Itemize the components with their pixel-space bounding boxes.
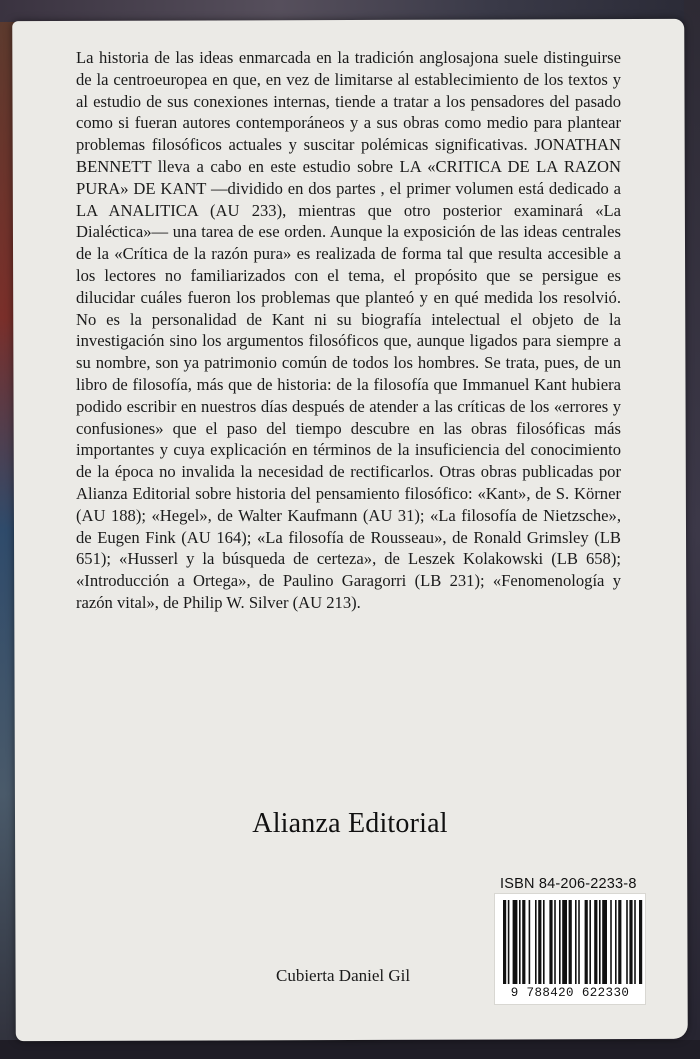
barcode-bars-icon (495, 894, 645, 986)
barcode (494, 893, 646, 1005)
isbn-label: ISBN 84-206-2233-8 (500, 876, 637, 892)
publisher-name: Alianza Editorial (252, 808, 448, 839)
cover-design-credit: Cubierta Daniel Gil (276, 966, 411, 985)
background-bottom-strip (0, 1040, 700, 1059)
back-cover-blurb: La historia de las ideas enmarcada en la tradición anglosajona suele distinguirse de la centroeuropea en que, en vez de limitarse al establecimiento de los textos y al estudio de sus conexiones internas, tiende a tratar a los pensadores del pasado como si fueran autores contemporáneos y a sus obras como medio para plantear problemas filosóficos actuales y suscitar polémicas significativas. JONATHAN BENNETT lleva a cabo en este estudio sobre LA «CRITICA DE LA RAZON PURA» DE KANT —dividido en dos partes , el primer volumen está dedicado a LA ANALITICA (AU 233), mientras que otro posterior examinará «La Dialéctica»— una tarea de ese orden. Aunque la exposición de las ideas centrales de la «Crítica de la razón pura» es realizada de forma tal que resulta accesible a los lectores no familiarizados con el tema, el propósito que se persigue es dilucidar cuáles fueron los problemas que planteó y en qué medida los resolvió. No es la personalidad de Kant ni su biografía intelectual el objeto de la investigación sino los argumentos filosóficos que, aunque ligados para siempre a su nombre, son ya patrimonio común de todos los hombres. Se trata, pues, de un libro de filosofía, más que de historia: de la filosofía que Immanuel Kant hubiera podido escribir en nuestros días después de atender a las críticas de los «errores y confusiones» que el paso del tiempo descubre en las obras filosóficas más importantes y cuya explicación en términos de la insuficiencia del conocimiento de la época no invalida la necesidad de rectificarlos. Otras obras publicadas por Alianza Editorial sobre historia del pensamiento filosófico: «Kant», de S. Körner (AU 188); «Hegel», de Walter Kaufmann (AU 31); «La filosofía de Nietzsche», de Eugen Fink (AU 164); «La filosofía de Rousseau», de Ronald Grimsley (LB 651); «Husserl y la búsqueda de certeza», de Leszek Kolakowski (LB 658); «Introducción a Ortega», de Paulino Garagorri (LB 231); «Fenomenología y razón vital», de Philip W. Silver (AU 213). (76, 48, 621, 612)
barcode-digits: 9 788420 622330 (510, 986, 630, 1000)
